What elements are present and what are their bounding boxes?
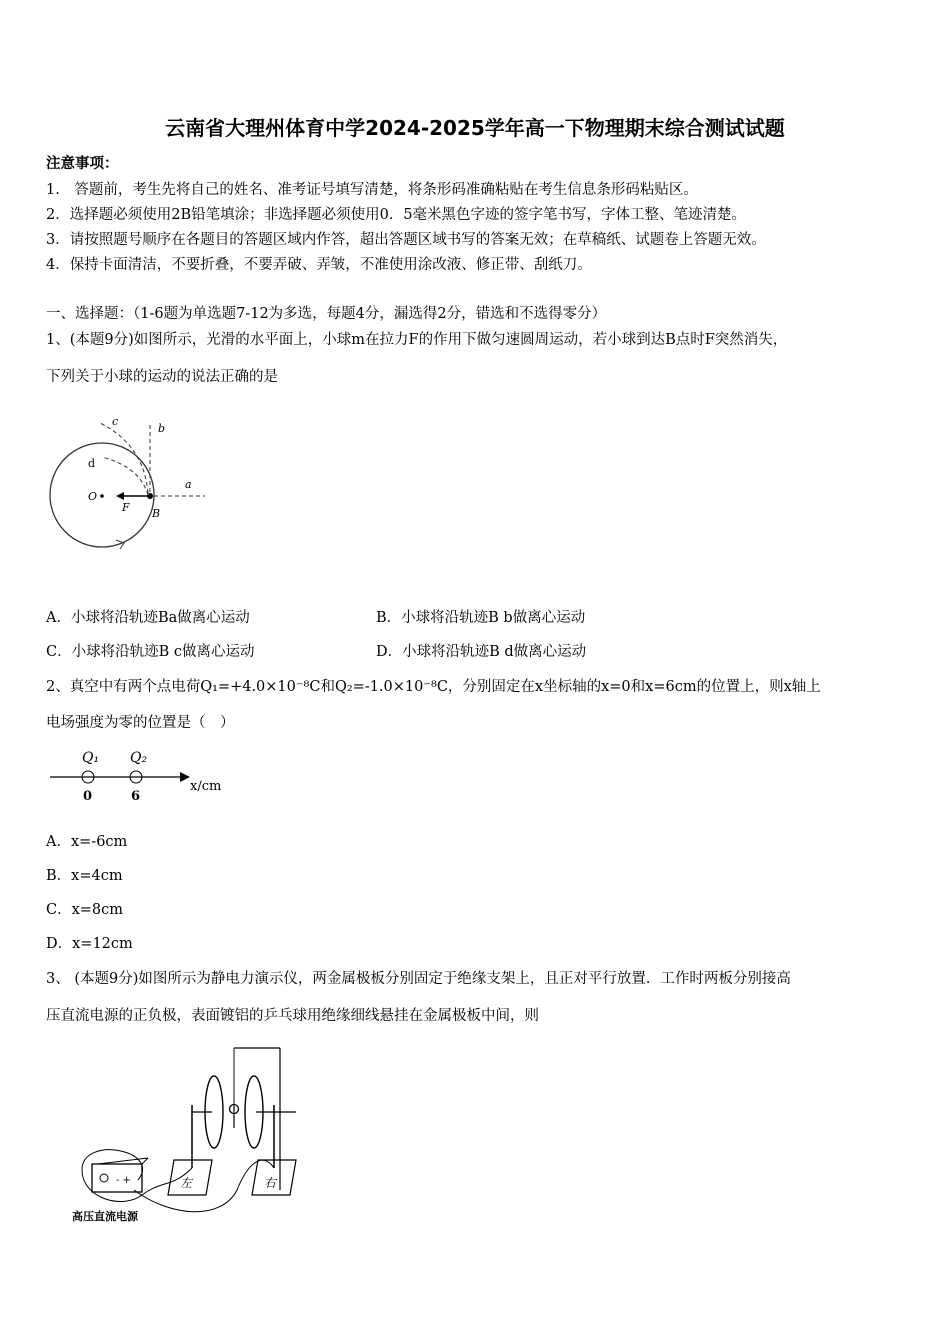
label-c: c [112,415,119,428]
q2-option-a[interactable]: A．x=-6cm [46,834,128,850]
terminal-signs: - + [116,1175,131,1186]
q3-stem-line2: 压直流电源的正负极，表面镀铝的乒乓球用绝缘细线悬挂在金属极板中间，则 [46,1008,539,1024]
label-f: F [122,501,130,514]
label-q1: Q₁ [82,750,100,766]
section-heading: 一、选择题：（1-6题为单选题7-12为多选，每题4分，漏选得2分，错选和不选得零分） [46,306,607,322]
q1-option-a[interactable]: A．小球将沿轨迹Ba做离心运动 [46,610,250,626]
q2-stem-line1: 2、真空中有两个点电荷Q₁=+4.0×10⁻⁸C和Q₂=-1.0×10⁻⁸C，分别固定在x坐标轴的x=0和x=6cm的位置上，则x轴上 [46,679,821,695]
note-item: 1. 答题前，考生先将自己的姓名、准考证号填写清楚，将条形码准确粘贴在考生信息条形码粘贴区。 [46,182,698,198]
power-source-label: 高压直流电源 [72,1210,138,1223]
left-label: 左 [180,1176,193,1190]
right-label: 右 [264,1176,277,1190]
tick-6: 6 [131,789,141,804]
label-o: O [88,490,98,503]
label-point-b: B [152,507,161,520]
label-d: d [88,457,96,470]
q1-option-d[interactable]: D．小球将沿轨迹B d做离心运动 [376,644,587,660]
q3-stem-line1: 3、 (本题9分)如图所示为静电力演示仪，两金属极板分别固定于绝缘支架上，且正对平行放置．工作时两板分别接高 [46,971,791,987]
q1-circle-figure [40,405,220,565]
center-point [100,494,104,498]
tick-0: 0 [83,789,93,804]
notes-heading: 注意事项： [46,155,119,172]
q2-axis-figure [48,742,238,806]
q3-apparatus-figure [62,1040,312,1225]
note-item: 3．请按照题号顺序在各题目的答题区域内作答，超出答题区域书写的答案无效；在草稿纸、试题卷上答题无效。 [46,232,766,248]
label-a: a [185,478,192,491]
force-arrowhead [116,492,124,500]
x-axis-arrowhead [180,772,190,782]
path-d [102,457,148,495]
q1-stem-line2: 下列关于小球的运动的说法正确的是 [46,369,278,385]
q1-stem-line1: 1、(本题9分)如图所示，光滑的水平面上，小球m在拉力F的作用下做匀速圆周运动，若小球到达B点时F突然消失， [46,332,788,348]
note-item: 4．保持卡面清洁，不要折叠，不要弄破、弄皱，不准使用涂改液、修正带、刮纸刀。 [46,257,592,273]
q2-option-d[interactable]: D．x=12cm [46,936,133,952]
q2-option-c[interactable]: C．x=8cm [46,902,124,918]
q2-option-b[interactable]: B．x=4cm [46,868,123,884]
wire-left [82,1150,192,1202]
power-knob [100,1174,108,1182]
label-q2: Q₂ [130,750,148,766]
q2-stem-line2: 电场强度为零的位置是（ ） [46,715,235,731]
axis-label: x/cm [190,779,222,794]
note-item: 2．选择题必须使用2B铅笔填涂；非选择题必须使用0．5毫米黑色字迹的签字笔书写，字体工整、笔迹清楚。 [46,207,747,223]
page-title: 云南省大理州体育中学2024-2025学年高一下物理期末综合测试试题 [165,116,785,140]
q1-option-c[interactable]: C．小球将沿轨迹B c做离心运动 [46,644,255,660]
q1-option-b[interactable]: B．小球将沿轨迹B b做离心运动 [376,610,586,626]
label-b: b [158,422,166,435]
